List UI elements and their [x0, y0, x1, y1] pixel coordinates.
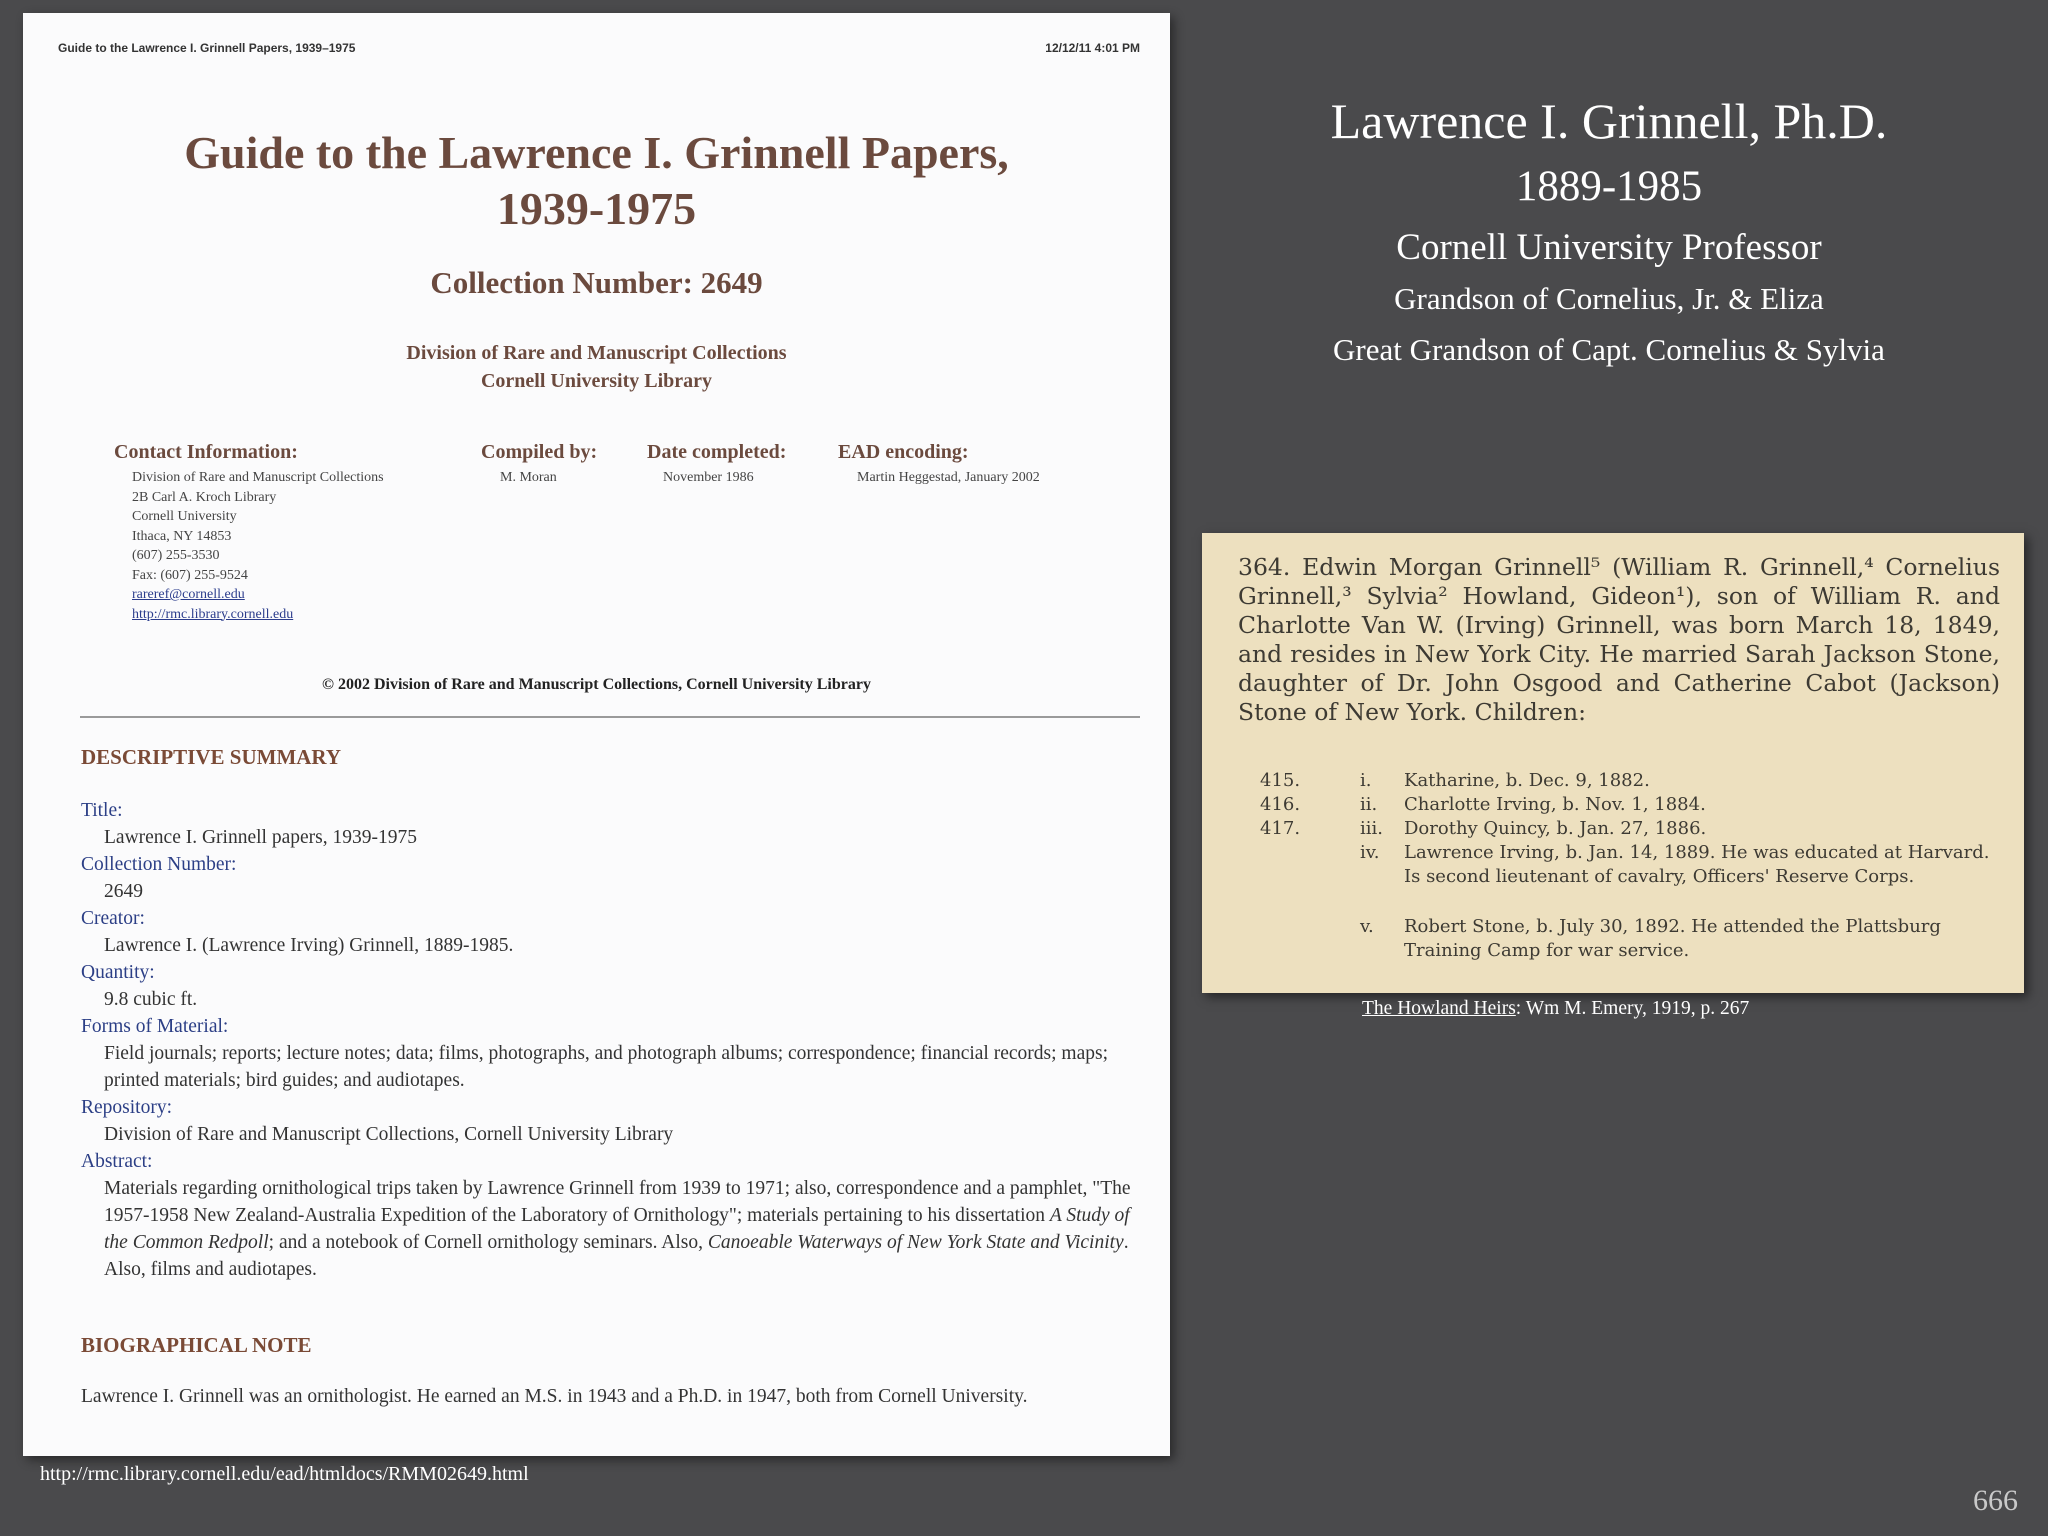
document-header-title: Guide to the Lawrence I. Grinnell Papers, 1939–1975: [58, 41, 356, 55]
abstract-label: Abstract:: [81, 1151, 153, 1172]
abstract-text: [81, 1175, 1141, 1283]
summary-value: Field journals; reports; lecture notes; data; films, photographs, and photograph albums; correspondence; financial records; maps; printed materials; bird guides; and audiotapes.: [104, 1043, 1108, 1091]
descriptive-summary: [81, 797, 1141, 1283]
child-text: Katharine, b. Dec. 9, 1882.: [1404, 770, 1650, 791]
child-roman: iv.: [1360, 842, 1380, 863]
contact-info-label: Contact Information:: [114, 441, 298, 463]
document-title-line2: 1939-1975: [496, 183, 697, 234]
contact-line: Ithaca, NY 14853: [132, 528, 232, 544]
descriptive-summary-heading: DESCRIPTIVE SUMMARY: [81, 745, 342, 769]
summary-value: 9.8 cubic ft.: [104, 989, 198, 1010]
page-number: 666: [1973, 1484, 2018, 1517]
division-line2: Cornell University Library: [480, 370, 713, 392]
summary-label: Collection Number:: [81, 854, 237, 875]
abstract-text-part: . Also, films and audiotapes.: [104, 1232, 1129, 1280]
child-roman: i.: [1360, 770, 1372, 791]
date-completed-label: Date completed:: [647, 441, 787, 463]
profile-years: 1889-1985: [1515, 163, 1703, 210]
child-number: 417.: [1260, 818, 1301, 839]
summary-value: Division of Rare and Manuscript Collections, Cornell University Library: [104, 1124, 674, 1145]
contact-email-link[interactable]: rareref@cornell.edu: [132, 587, 245, 602]
summary-label: Repository:: [81, 1097, 172, 1118]
summary-label: Quantity:: [81, 962, 155, 983]
contact-line: (607) 255-3530: [132, 548, 220, 563]
ead-encoding-label: EAD encoding:: [838, 441, 969, 463]
summary-label: Creator:: [81, 908, 145, 929]
child-text: Lawrence Irving, b. Jan. 14, 1889. He was educated at Harvard. Is second lieutenant of cavalry, Officers' Reserve Corps.: [1404, 842, 1990, 887]
child-roman: v.: [1360, 916, 1374, 937]
contact-line: Cornell University: [132, 509, 237, 524]
biographical-note-heading: BIOGRAPHICAL NOTE: [81, 1333, 312, 1357]
ead-encoding-value: Martin Heggestad, January 2002: [857, 470, 1040, 485]
profile-grandson: Grandson of Cornelius, Jr. & Eliza: [1394, 281, 1824, 316]
abstract-italic-title: A Study of the Common Redpoll: [104, 1205, 1130, 1253]
child-number: 415.: [1260, 770, 1301, 791]
book-excerpt-paragraph: 364. Edwin Morgan Grinnell⁵ (William R. Grinnell,⁴ Cornelius Grinnell,³ Sylvia² Howland, Gideon¹), son of William R. and Charlotte Van W. (Irving) Grinnell, was born March 18, 1849, and resides in New York City. He married Sarah Jackson Stone, daughter of Dr. John Osgood and Catherine Cabot (Jackson) Stone of New York. Children:: [1238, 553, 2000, 726]
contact-website-link[interactable]: http://rmc.library.cornell.edu: [132, 606, 294, 622]
division-line1: Division of Rare and Manuscript Collections: [406, 342, 787, 364]
book-caption-title: The Howland Heirs: [1362, 998, 1516, 1019]
child-text: Dorothy Quincy, b. Jan. 27, 1886.: [1404, 818, 1707, 839]
abstract-italic-title: Canoeable Waterways of New York State and Vicinity: [707, 1232, 1124, 1253]
book-caption: [1362, 998, 1749, 1020]
profile-name: Lawrence I. Grinnell, Ph.D.: [1330, 93, 1888, 149]
child-text: Robert Stone, b. July 30, 1892. He attended the Plattsburg Training Camp for war service.: [1404, 916, 1941, 961]
child-roman: iii.: [1360, 818, 1383, 839]
contact-line: Fax: (607) 255-9524: [132, 567, 248, 583]
contact-line: Division of Rare and Manuscript Collections: [132, 470, 384, 485]
summary-label: Forms of Material:: [81, 1016, 229, 1037]
document-header-date: 12/12/11 4:01 PM: [1045, 41, 1140, 55]
division-block: [23, 339, 1170, 395]
collection-number: Collection Number: 2649: [430, 265, 763, 300]
contact-line: 2B Carl A. Kroch Library: [132, 489, 277, 505]
book-excerpt-image: [1202, 533, 2024, 993]
date-completed-value: November 1986: [663, 470, 754, 485]
profile-great-grandson: Great Grandson of Capt. Cornelius & Sylvia: [1333, 332, 1885, 367]
compiled-by-value: M. Moran: [500, 470, 557, 485]
abstract-text-part: Materials regarding ornithological trips taken by Lawrence Grinnell from 1939 to 1971; also, correspondence and a pamphlet, "The 1957-1958 New Zealand-Australia Expedition of the Laboratory of Ornithology"; materials pertaining to his dissertation: [104, 1178, 1131, 1226]
summary-value: 2649: [104, 881, 143, 902]
biographical-note-text: Lawrence I. Grinnell was an ornithologist. He earned an M.S. in 1943 and a Ph.D. in 1947, both from Cornell University.: [81, 1386, 1028, 1407]
child-roman: ii.: [1360, 794, 1378, 815]
finding-aid-document: [23, 13, 1170, 1456]
contact-info-block: [132, 468, 384, 624]
profile-role: Cornell University Professor: [1396, 227, 1822, 268]
abstract-text-part: ; and a notebook of Cornell ornithology seminars. Also,: [268, 1232, 708, 1253]
book-caption-rest: : Wm M. Emery, 1919, p. 267: [1515, 998, 1750, 1019]
document-title-line1: Guide to the Lawrence I. Grinnell Papers,: [184, 127, 1009, 178]
summary-label: Title:: [81, 800, 123, 821]
child-number: 416.: [1260, 794, 1301, 815]
section-divider: [80, 716, 1140, 718]
child-text: Charlotte Irving, b. Nov. 1, 1884.: [1404, 794, 1706, 815]
document-title: [23, 125, 1170, 237]
summary-value: Lawrence I. Grinnell papers, 1939-1975: [104, 827, 417, 848]
compiled-by-label: Compiled by:: [481, 441, 598, 463]
source-url[interactable]: http://rmc.library.cornell.edu/ead/htmldocs/RMM02649.html: [40, 1463, 529, 1485]
copyright-notice: © 2002 Division of Rare and Manuscript Collections, Cornell University Library: [322, 676, 871, 693]
summary-value: Lawrence I. (Lawrence Irving) Grinnell, 1889-1985.: [104, 935, 514, 956]
